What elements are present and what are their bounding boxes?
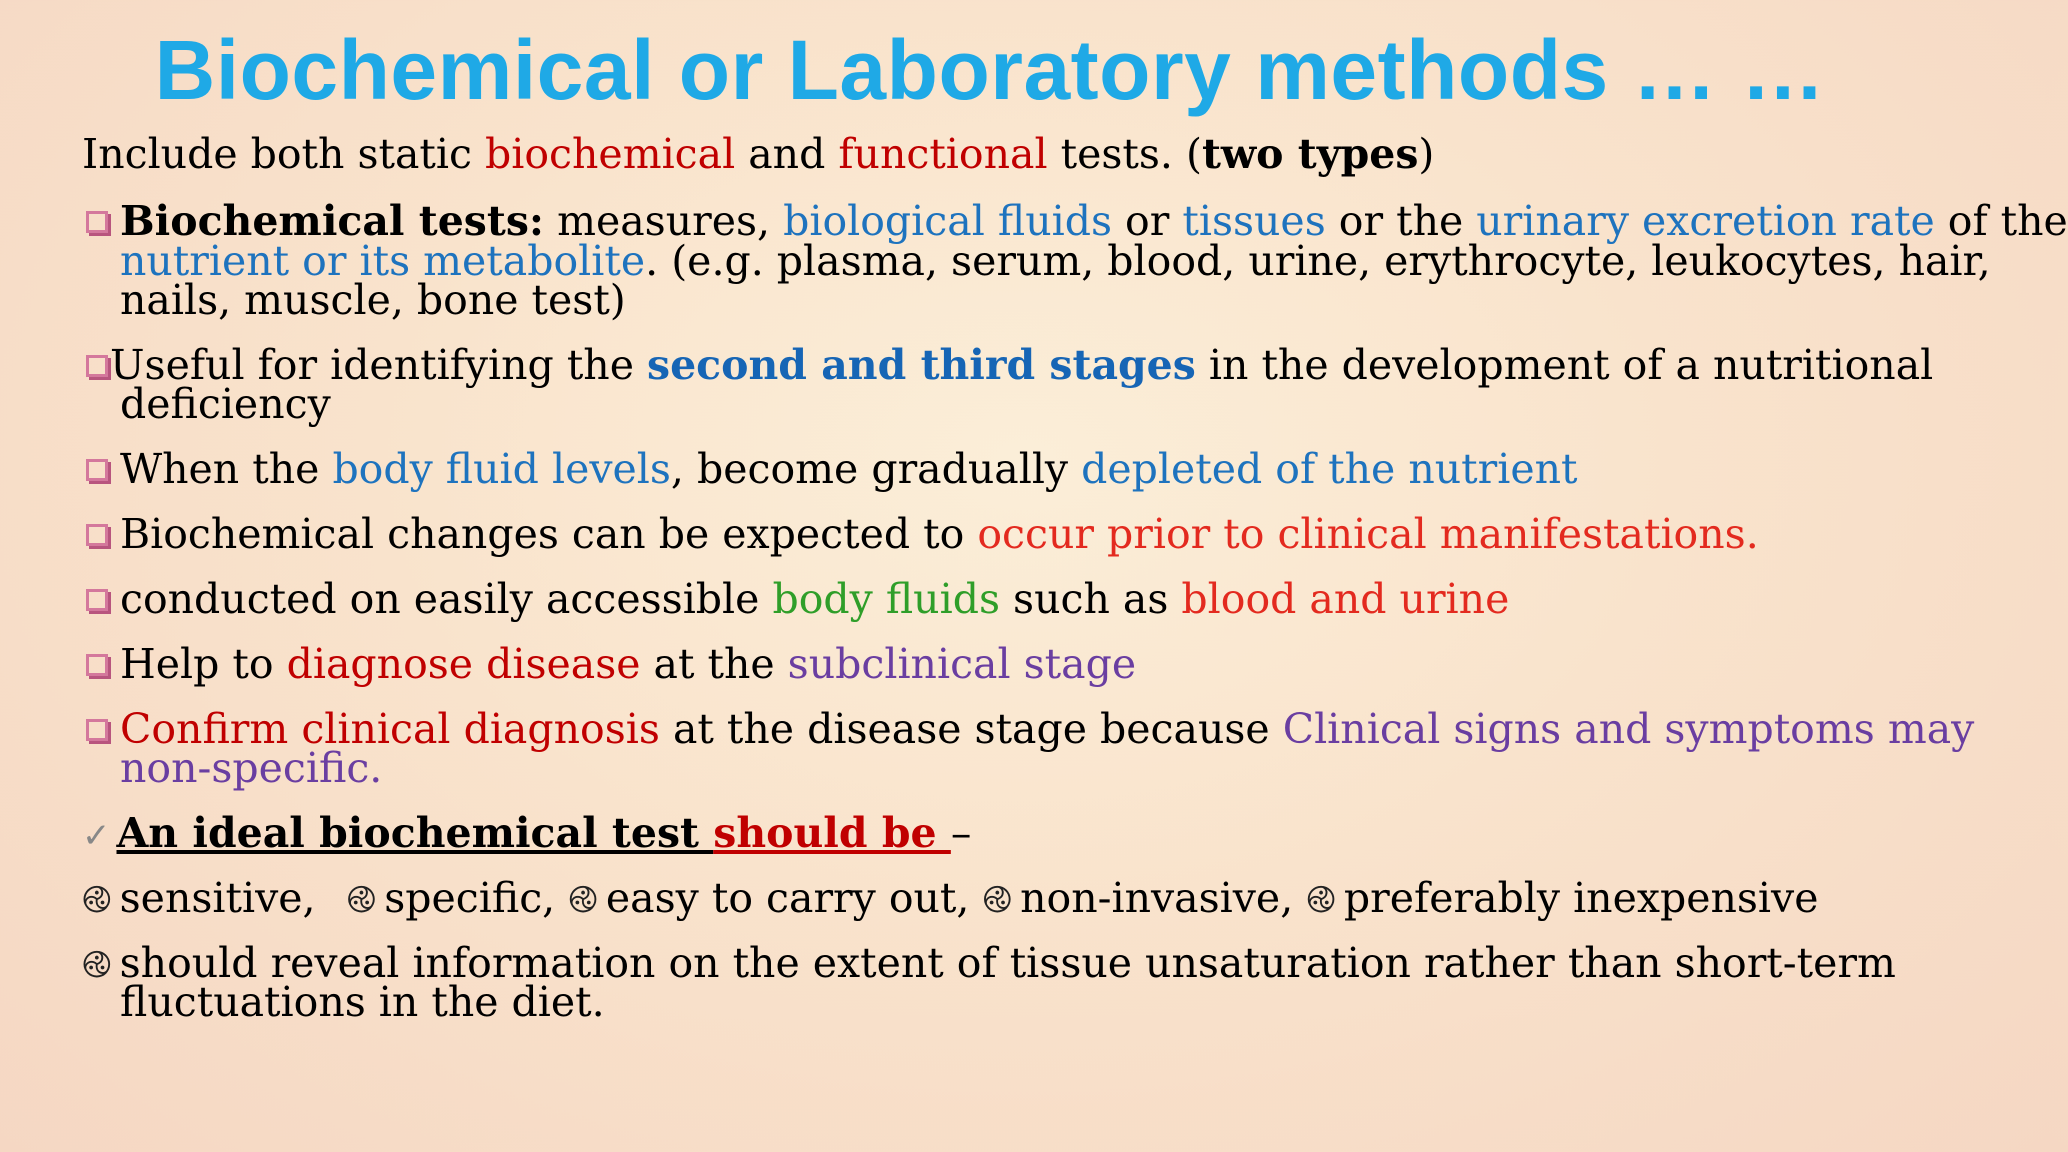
last-text: should reveal information on the extent of tissue unsaturation rather than short-term bbox=[119, 939, 1896, 987]
intro-text: Include both static bbox=[82, 130, 486, 178]
bullet-text: measures, bbox=[544, 197, 784, 245]
bullet-heading: Biochemical tests: bbox=[120, 197, 545, 245]
bullet-diagnose bbox=[86, 640, 1137, 688]
bullet-text: Clinical signs and symptoms may bbox=[1282, 705, 1975, 753]
quality-item: specific, bbox=[384, 874, 556, 922]
checkbox-bullet-icon bbox=[86, 211, 108, 233]
swirl-bullet-icon: ࿋ bbox=[568, 877, 598, 921]
swirl-bullet-icon: ࿋ bbox=[1306, 877, 1336, 921]
bullet-confirm bbox=[86, 705, 1975, 753]
bullet-stages-cont bbox=[120, 380, 331, 428]
bullet-text: , become gradually bbox=[670, 445, 1082, 493]
bullet-biochemical-tests-cont bbox=[120, 276, 626, 324]
intro-text: tests. ( bbox=[1047, 130, 1202, 178]
intro-line bbox=[82, 130, 1435, 178]
bullet-text: When the bbox=[120, 445, 333, 493]
bullet-conducted bbox=[86, 575, 1510, 623]
bullet-text: Biochemical changes can be expected to bbox=[120, 510, 978, 558]
bullet-text: diagnose disease bbox=[286, 640, 641, 688]
ideal-should-be: should be bbox=[713, 809, 951, 857]
intro-two-types: two types bbox=[1201, 130, 1419, 178]
intro-functional: functional bbox=[838, 130, 1048, 178]
bullet-text: blood and urine bbox=[1181, 575, 1510, 623]
swirl-bullet-icon: ࿋ bbox=[82, 877, 112, 921]
bullet-text: at the disease stage because bbox=[659, 705, 1283, 753]
bullet-text: urinary excretion rate bbox=[1476, 197, 1935, 245]
bullet-text: occur prior to clinical manifestations. bbox=[977, 510, 1759, 558]
bullet-stages bbox=[86, 341, 1934, 389]
checkbox-bullet-icon bbox=[86, 589, 108, 611]
bullet-biochemical-tests-cont bbox=[120, 237, 1991, 285]
bullet-text: Help to bbox=[120, 640, 287, 688]
checkbox-bullet-icon bbox=[86, 654, 108, 676]
intro-text: and bbox=[735, 130, 839, 178]
quality-item: easy to carry out, bbox=[605, 874, 970, 922]
quality-item: preferably inexpensive bbox=[1343, 874, 1819, 922]
bullet-text: biological fluids bbox=[783, 197, 1112, 245]
bullet-body-fluid bbox=[86, 445, 1578, 493]
bullet-text: subclinical stage bbox=[787, 640, 1137, 688]
checkbox-bullet-icon bbox=[86, 524, 108, 546]
bullet-confirm-cont bbox=[120, 744, 383, 792]
swirl-bullet-icon: ࿋ bbox=[346, 877, 377, 921]
bullet-text: tissues bbox=[1182, 197, 1326, 245]
bullet-text: body fluid levels bbox=[332, 445, 671, 493]
checkbox-bullet-icon bbox=[86, 719, 108, 741]
intro-biochemical: biochemical bbox=[485, 130, 736, 178]
intro-text: ) bbox=[1418, 130, 1435, 178]
bullet-text: . (e.g. plasma, serum, blood, urine, erythrocyte, leukocytes, hair, bbox=[645, 237, 1991, 285]
bullet-text: or the bbox=[1325, 197, 1477, 245]
bullet-text: in the development of a nutritional bbox=[1195, 341, 1934, 389]
ideal-dash: – bbox=[950, 809, 972, 857]
bullet-text: nails, muscle, bone test) bbox=[120, 276, 626, 324]
bullet-text: non-specific. bbox=[120, 744, 383, 792]
swirl-bullet-icon: ࿋ bbox=[82, 942, 112, 986]
bullet-text: depleted of the nutrient bbox=[1081, 445, 1578, 493]
bullet-text: of the bbox=[1934, 197, 2068, 245]
bullet-text: body fluids bbox=[772, 575, 1000, 623]
bullet-text: deficiency bbox=[120, 380, 331, 428]
qualities-line bbox=[82, 874, 1819, 922]
bullet-text: such as bbox=[1000, 575, 1182, 623]
checkmark-icon: ✓ bbox=[82, 816, 111, 856]
quality-item: sensitive, bbox=[119, 874, 316, 922]
bullet-text: Useful for identifying the bbox=[110, 341, 648, 389]
bullet-text: conducted on easily accessible bbox=[120, 575, 773, 623]
bullet-text: or bbox=[1112, 197, 1183, 245]
bullet-biochemical-changes bbox=[86, 510, 1759, 558]
bullet-text: at the bbox=[640, 640, 788, 688]
bullet-highlight: second and third stages bbox=[647, 341, 1196, 389]
quality-item: non-invasive, bbox=[1020, 874, 1294, 922]
bullet-text: nutrient or its metabolite bbox=[120, 237, 646, 285]
last-text: fluctuations in the diet. bbox=[120, 978, 605, 1026]
checkbox-bullet-icon bbox=[86, 355, 108, 377]
bullet-biochemical-tests bbox=[86, 197, 2068, 245]
bullet-text: Confirm clinical diagnosis bbox=[120, 705, 660, 753]
checkbox-bullet-icon bbox=[86, 459, 108, 481]
swirl-bullet-icon: ࿋ bbox=[982, 877, 1013, 921]
ideal-test-heading bbox=[82, 809, 972, 857]
slide-title: Biochemical or Laboratory methods … … bbox=[154, 23, 1826, 117]
ideal-test-text: An ideal biochemical test bbox=[116, 809, 714, 857]
last-line-cont bbox=[120, 978, 605, 1026]
